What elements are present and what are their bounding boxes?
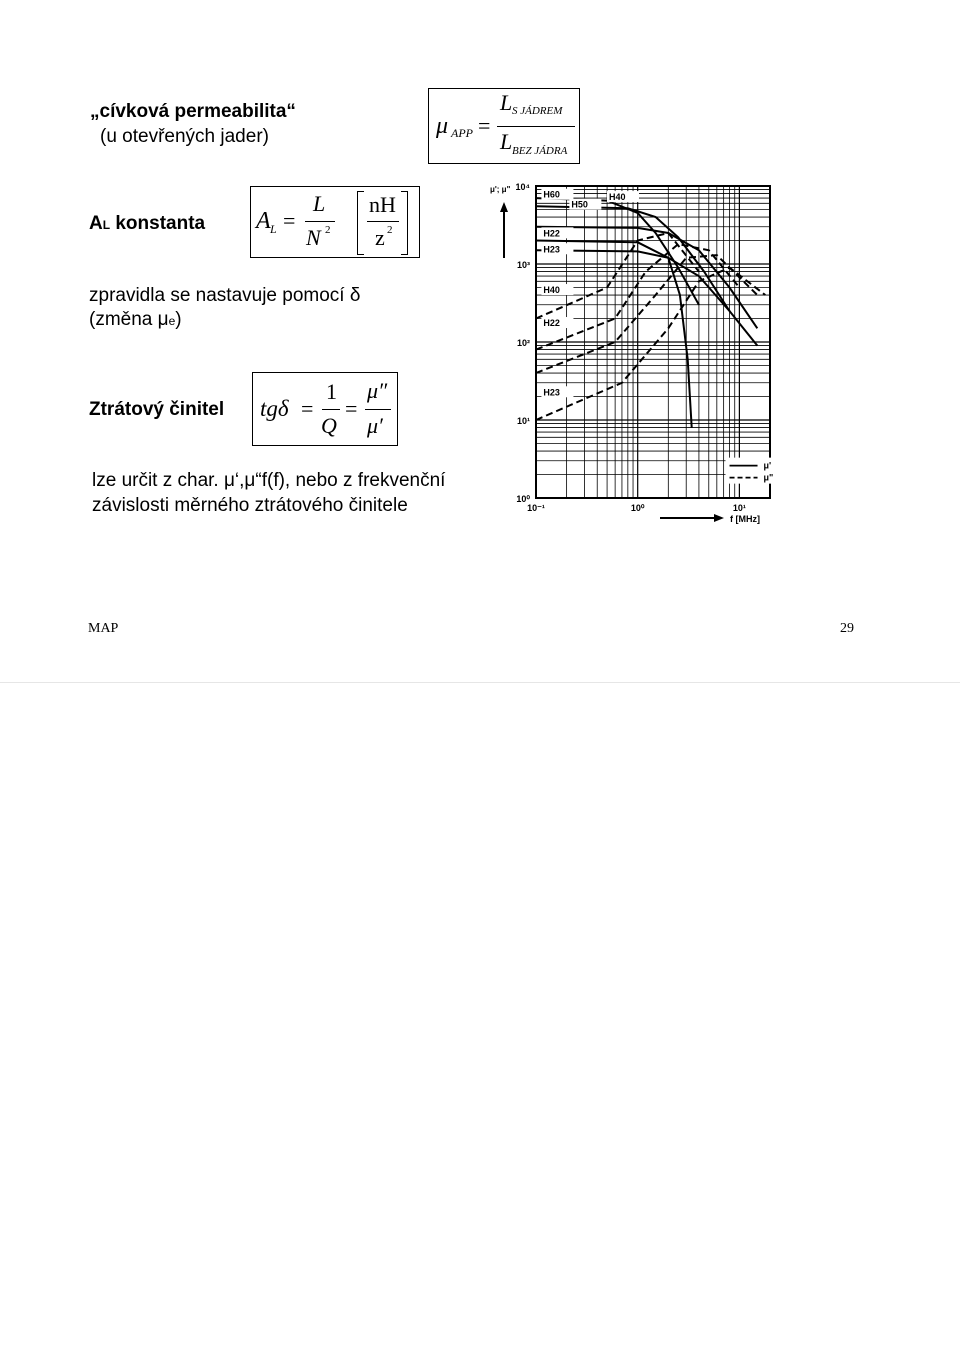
al-formula [250, 186, 420, 258]
note-line1: lze určit z char. μ‘,μ“f(f), nebo z frekvenční [92, 470, 446, 491]
loss-factor-label: Ztrátový činitel [89, 399, 225, 420]
loss-den-mu1: μ′ [367, 413, 383, 438]
curve-label: H23 [543, 387, 560, 398]
curve-label: H40 [543, 285, 560, 296]
y-axis-arrowhead [500, 202, 508, 212]
footer-left: MAP [88, 621, 119, 636]
al-label-A: A [89, 213, 103, 234]
mu-app-formula [428, 88, 580, 164]
loss-fraction-bar-1 [322, 409, 340, 410]
note-line2: závislosti měrného ztrátového činitele [92, 495, 408, 516]
curve-label: H50 [571, 199, 588, 210]
loss-equals-1: = [301, 396, 314, 421]
curve-label: H40 [608, 192, 626, 203]
al-equals: = [283, 208, 296, 233]
page-divider [0, 682, 960, 683]
loss-factor-formula [252, 372, 398, 446]
al-den-exp: 2 [325, 224, 331, 236]
unit-denominator: z [375, 225, 385, 250]
loss-num-1: 1 [326, 379, 337, 404]
adjust-line2-a: (změna μ [89, 309, 169, 330]
al-A: A [256, 208, 271, 234]
y-tick-label: 10² [516, 338, 530, 348]
denominator-subscript: BEZ JÁDRA [512, 145, 568, 157]
y-tick-label: 10⁴ [515, 182, 530, 192]
al-den-N: N [306, 225, 321, 250]
unit-bracket-right [401, 191, 408, 255]
x-tick-label: 10⁰ [630, 503, 645, 513]
x-axis-arrowhead [714, 514, 724, 522]
adjust-text-line1: zpravidla se nastavuje pomocí δ [89, 285, 361, 306]
adjust-line2-b: ) [175, 309, 182, 330]
loss-fraction-bar-2 [365, 409, 391, 410]
x-axis-label: f [MHz] [730, 514, 760, 524]
series-line [536, 255, 757, 373]
legend-label: μ" [763, 472, 774, 483]
slide-subtitle: (u otevřených jader) [100, 126, 269, 147]
curve-label: H23 [543, 244, 560, 255]
al-label-rest: konstanta [110, 213, 206, 234]
al-A-sub: L [270, 222, 277, 236]
adjust-line2-sub: e [168, 314, 176, 328]
y-tick-label: 10³ [516, 260, 530, 270]
legend-label: μ' [763, 460, 772, 471]
numerator-L: L [500, 90, 513, 115]
unit-den-exp: 2 [387, 224, 393, 236]
loss-den-Q: Q [321, 413, 337, 438]
al-label-sub: L [102, 218, 111, 232]
mu-symbol: μ [436, 113, 449, 139]
adjust-text-line2 [89, 309, 182, 331]
curve-label: H60 [543, 189, 560, 200]
slide-title: „cívková permeabilita“ [90, 101, 296, 122]
unit-fraction-bar [367, 221, 399, 222]
equals-sign: = [478, 113, 491, 138]
x-tick-label: 10¹ [732, 503, 746, 513]
unit-bracket-left [357, 191, 364, 255]
fraction-bar [497, 126, 575, 127]
y-tick-label: 10⁰ [516, 494, 530, 504]
y-axis-label: μ'; μ" [490, 185, 511, 194]
numerator-subscript: S JÁDREM [512, 105, 563, 117]
x-tick-label: 10⁻¹ [527, 503, 545, 513]
loss-equals-2: = [345, 396, 358, 421]
unit-numerator: nH [369, 192, 396, 217]
curve-label: H22 [543, 318, 560, 329]
y-tick-label: 10¹ [516, 416, 530, 426]
page-number: 29 [840, 621, 854, 636]
legend-bg [726, 458, 784, 484]
tg-delta: tgδ [260, 396, 289, 421]
permeability-frequency-chart [484, 178, 784, 528]
al-fraction-bar [305, 221, 335, 222]
mu-subscript: APP [451, 126, 473, 140]
curve-label: H22 [543, 228, 560, 239]
denominator-L: L [500, 129, 513, 154]
al-label [89, 213, 205, 235]
loss-num-mu2: μ″ [367, 378, 388, 403]
al-num-L: L [313, 191, 326, 216]
